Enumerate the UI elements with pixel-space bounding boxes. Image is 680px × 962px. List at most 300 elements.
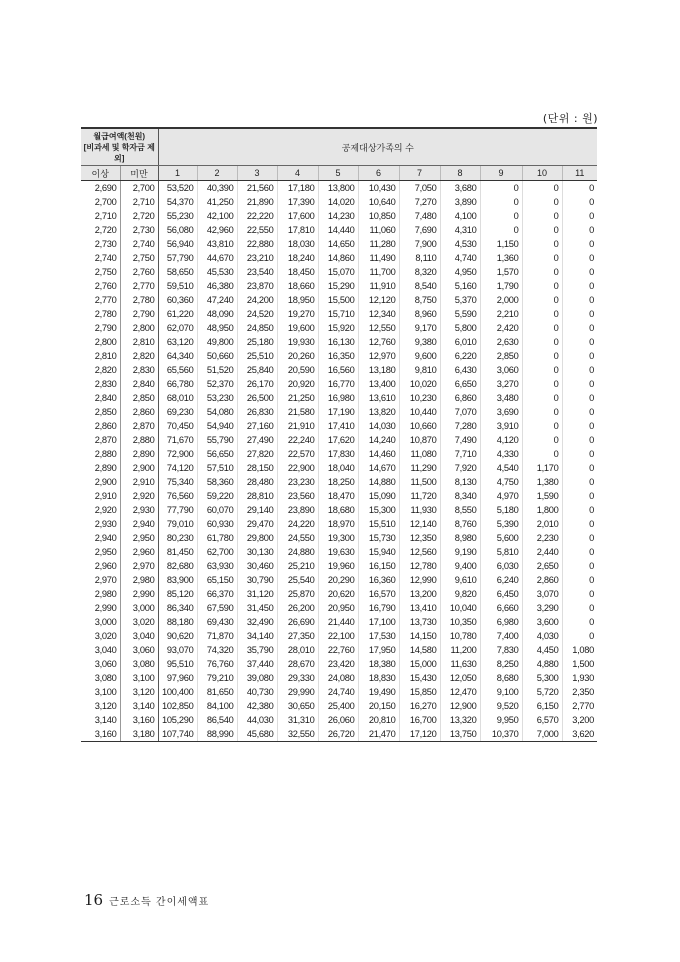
cell-tax-family-8: 11,200: [440, 643, 480, 657]
cell-tax-family-10: 4,880: [522, 657, 562, 671]
salary-header: [81, 128, 158, 166]
salary-header-line2: [비과세 및 학자금 제외]: [83, 142, 155, 163]
cell-tax-family-4: 25,210: [277, 559, 318, 573]
min-column-header: 이상: [81, 166, 120, 181]
cell-tax-family-2: 67,590: [197, 601, 237, 615]
cell-tax-family-6: 10,850: [358, 209, 399, 223]
cell-tax-family-5: 15,070: [318, 265, 358, 279]
table-row: [81, 461, 597, 475]
cell-tax-family-3: 28,480: [237, 475, 277, 489]
cell-tax-family-11: 0: [589, 449, 595, 459]
cell-tax-family-5: 16,350: [318, 349, 358, 363]
cell-min-salary: 2,950: [81, 545, 120, 559]
cell-tax-family-4: 20,260: [277, 349, 318, 363]
cell-tax-family-3: 25,510: [237, 349, 277, 363]
cell-tax-family-5: 14,860: [318, 251, 358, 265]
cell-tax-family-2: 62,700: [197, 545, 237, 559]
cell-tax-family-3: 32,490: [237, 615, 277, 629]
cell-tax-family-10: 0: [522, 237, 562, 251]
cell-max-salary: 2,770: [120, 279, 158, 293]
cell-min-salary: 2,870: [81, 433, 120, 447]
cell-tax-family-4: 19,600: [277, 321, 318, 335]
cell-min-salary: 2,780: [81, 307, 120, 321]
cell-tax-family-10: 0: [522, 363, 562, 377]
cell-tax-family-9: 1,360: [480, 251, 522, 265]
cell-tax-family-7: 16,700: [399, 713, 440, 727]
cell-tax-family-11: 1,500: [572, 659, 595, 669]
cell-tax-family-2: 88,990: [197, 727, 237, 742]
tax-table-container: [81, 127, 597, 742]
cell-tax-family-3: 26,170: [237, 377, 277, 391]
cell-tax-family-11: 0: [589, 365, 595, 375]
cell-tax-family-10: 2,230: [522, 531, 562, 545]
cell-tax-family-8: 6,010: [440, 335, 480, 349]
cell-tax-family-3: 30,790: [237, 573, 277, 587]
unit-label: (단위 : 원): [542, 112, 598, 125]
cell-max-salary: 3,060: [120, 643, 158, 657]
cell-tax-family-7: 9,600: [399, 349, 440, 363]
cell-tax-family-1: 56,080: [158, 223, 197, 237]
table-row: [81, 251, 597, 265]
table-row: [81, 279, 597, 293]
cell-tax-family-1: 75,340: [158, 475, 197, 489]
cell-tax-family-7: 9,170: [399, 321, 440, 335]
cell-tax-family-4: 22,900: [277, 461, 318, 475]
cell-min-salary: 2,850: [81, 405, 120, 419]
cell-tax-family-5: 16,560: [318, 363, 358, 377]
cell-tax-family-2: 63,930: [197, 559, 237, 573]
cell-min-salary: 2,940: [81, 531, 120, 545]
cell-tax-family-1: 57,790: [158, 251, 197, 265]
cell-tax-family-11: 0: [589, 491, 595, 501]
cell-tax-family-11: 0: [589, 351, 595, 361]
table-row: [81, 447, 597, 461]
cell-tax-family-4: 18,660: [277, 279, 318, 293]
cell-tax-family-8: 10,040: [440, 601, 480, 615]
cell-tax-family-2: 79,210: [197, 671, 237, 685]
cell-tax-family-9: 7,830: [480, 643, 522, 657]
family-count-header: 공제대상가족의 수: [158, 128, 597, 166]
cell-tax-family-6: 16,790: [358, 601, 399, 615]
cell-tax-family-9: 10,370: [480, 727, 522, 742]
cell-min-salary: 2,800: [81, 335, 120, 349]
cell-tax-family-9: 5,600: [480, 531, 522, 545]
cell-tax-family-3: 39,080: [237, 671, 277, 685]
cell-tax-family-2: 76,760: [197, 657, 237, 671]
cell-tax-family-5: 25,400: [318, 699, 358, 713]
cell-tax-family-7: 9,380: [399, 335, 440, 349]
cell-tax-family-6: 12,550: [358, 321, 399, 335]
max-column-header: 미만: [120, 166, 158, 181]
cell-tax-family-9: 8,680: [480, 671, 522, 685]
cell-min-salary: 2,690: [81, 181, 120, 196]
cell-tax-family-4: 23,560: [277, 489, 318, 503]
cell-tax-family-11: 0: [589, 603, 595, 613]
cell-tax-family-8: 5,800: [440, 321, 480, 335]
cell-tax-family-3: 27,820: [237, 447, 277, 461]
table-row: [81, 349, 597, 363]
cell-tax-family-5: 17,830: [318, 447, 358, 461]
cell-tax-family-7: 15,850: [399, 685, 440, 699]
cell-tax-family-10: 6,150: [522, 699, 562, 713]
cell-tax-family-8: 9,190: [440, 545, 480, 559]
cell-tax-family-1: 63,120: [158, 335, 197, 349]
cell-tax-family-5: 26,720: [318, 727, 358, 742]
cell-tax-family-5: 18,680: [318, 503, 358, 517]
page-number: 16: [84, 891, 104, 909]
cell-tax-family-2: 52,370: [197, 377, 237, 391]
cell-tax-family-4: 25,870: [277, 587, 318, 601]
cell-tax-family-11: 0: [589, 379, 595, 389]
cell-max-salary: 3,000: [120, 601, 158, 615]
cell-min-salary: 2,930: [81, 517, 120, 531]
cell-max-salary: 3,040: [120, 629, 158, 643]
cell-tax-family-2: 65,150: [197, 573, 237, 587]
cell-tax-family-3: 22,880: [237, 237, 277, 251]
table-row: [81, 545, 597, 559]
cell-tax-family-1: 85,120: [158, 587, 197, 601]
cell-tax-family-1: 77,790: [158, 503, 197, 517]
cell-tax-family-11: 3,620: [562, 727, 597, 742]
cell-tax-family-10: 7,000: [522, 727, 562, 742]
cell-min-salary: 3,120: [81, 699, 120, 713]
table-row: [81, 419, 597, 433]
cell-max-salary: 2,800: [120, 321, 158, 335]
cell-tax-family-4: 29,330: [277, 671, 318, 685]
cell-tax-family-2: 86,540: [197, 713, 237, 727]
cell-tax-family-8: 10,350: [440, 615, 480, 629]
cell-tax-family-10: 0: [522, 293, 562, 307]
cell-tax-family-7: 15,430: [399, 671, 440, 685]
cell-tax-family-11: 0: [589, 477, 595, 487]
cell-tax-family-3: 22,220: [237, 209, 277, 223]
cell-tax-family-7: 11,290: [399, 461, 440, 475]
cell-tax-family-11: 0: [589, 505, 595, 515]
table-row: [81, 629, 597, 643]
cell-tax-family-11: 0: [589, 337, 595, 347]
cell-tax-family-10: 0: [522, 279, 562, 293]
cell-tax-family-9: 0: [480, 195, 522, 209]
cell-tax-family-11: 0: [589, 631, 595, 641]
cell-tax-family-8: 6,860: [440, 391, 480, 405]
cell-tax-family-2: 51,520: [197, 363, 237, 377]
cell-tax-family-2: 71,870: [197, 629, 237, 643]
cell-tax-family-2: 57,510: [197, 461, 237, 475]
cell-tax-family-6: 19,490: [358, 685, 399, 699]
cell-tax-family-3: 22,550: [237, 223, 277, 237]
cell-max-salary: 3,080: [120, 657, 158, 671]
cell-tax-family-1: 97,960: [158, 671, 197, 685]
cell-tax-family-4: 19,930: [277, 335, 318, 349]
cell-min-salary: 2,740: [81, 251, 120, 265]
cell-tax-family-5: 20,950: [318, 601, 358, 615]
cell-tax-family-11: 0: [589, 267, 595, 277]
cell-tax-family-10: 2,440: [522, 545, 562, 559]
cell-tax-family-6: 11,280: [358, 237, 399, 251]
cell-max-salary: 2,910: [120, 475, 158, 489]
cell-tax-family-11: 1,080: [572, 645, 595, 655]
cell-tax-family-1: 107,740: [158, 727, 197, 742]
cell-tax-family-5: 19,960: [318, 559, 358, 573]
cell-tax-family-5: 20,290: [318, 573, 358, 587]
cell-tax-family-11: 0: [589, 323, 595, 333]
cell-tax-family-1: 79,010: [158, 517, 197, 531]
cell-tax-family-10: 1,800: [522, 503, 562, 517]
cell-tax-family-7: 14,150: [399, 629, 440, 643]
cell-tax-family-6: 14,240: [358, 433, 399, 447]
cell-min-salary: 3,160: [81, 727, 120, 742]
cell-tax-family-6: 14,670: [358, 461, 399, 475]
cell-min-salary: 2,910: [81, 489, 120, 503]
cell-tax-family-6: 14,880: [358, 475, 399, 489]
cell-tax-family-6: 11,700: [358, 265, 399, 279]
cell-max-salary: 2,790: [120, 307, 158, 321]
cell-tax-family-6: 20,810: [358, 713, 399, 727]
cell-tax-family-9: 5,810: [480, 545, 522, 559]
cell-tax-family-9: 2,210: [480, 307, 522, 321]
table-row: [81, 573, 597, 587]
cell-min-salary: 2,710: [81, 209, 120, 223]
cell-tax-family-2: 54,940: [197, 419, 237, 433]
cell-tax-family-6: 13,180: [358, 363, 399, 377]
cell-tax-family-2: 84,100: [197, 699, 237, 713]
cell-tax-family-5: 13,800: [318, 181, 358, 196]
cell-tax-family-7: 7,050: [399, 181, 440, 196]
table-header: [81, 128, 597, 181]
cell-max-salary: 2,760: [120, 265, 158, 279]
cell-tax-family-3: 27,160: [237, 419, 277, 433]
cell-tax-family-3: 44,030: [237, 713, 277, 727]
cell-tax-family-11: 0: [589, 589, 595, 599]
cell-tax-family-1: 82,680: [158, 559, 197, 573]
cell-tax-family-11: 0: [589, 211, 595, 221]
cell-min-salary: 2,790: [81, 321, 120, 335]
cell-tax-family-8: 7,070: [440, 405, 480, 419]
cell-tax-family-7: 10,020: [399, 377, 440, 391]
cell-tax-family-10: 3,070: [522, 587, 562, 601]
cell-tax-family-5: 15,710: [318, 307, 358, 321]
cell-tax-family-1: 59,510: [158, 279, 197, 293]
cell-tax-family-3: 23,540: [237, 265, 277, 279]
cell-max-salary: 2,850: [120, 391, 158, 405]
cell-tax-family-11: 0: [589, 295, 595, 305]
cell-tax-family-11: 0: [589, 533, 595, 543]
cell-tax-family-8: 13,750: [440, 727, 480, 742]
cell-tax-family-9: 0: [480, 223, 522, 237]
cell-tax-family-2: 50,660: [197, 349, 237, 363]
cell-tax-family-10: 0: [522, 335, 562, 349]
cell-tax-family-6: 10,640: [358, 195, 399, 209]
cell-tax-family-2: 46,380: [197, 279, 237, 293]
cell-tax-family-7: 8,320: [399, 265, 440, 279]
table-row: [81, 699, 597, 713]
cell-tax-family-9: 3,690: [480, 405, 522, 419]
cell-max-salary: 2,750: [120, 251, 158, 265]
cell-tax-family-2: 61,780: [197, 531, 237, 545]
cell-tax-family-8: 10,780: [440, 629, 480, 643]
cell-tax-family-4: 32,550: [277, 727, 318, 742]
cell-tax-family-8: 3,890: [440, 195, 480, 209]
cell-min-salary: 2,830: [81, 377, 120, 391]
cell-tax-family-4: 18,450: [277, 265, 318, 279]
cell-tax-family-6: 16,150: [358, 559, 399, 573]
salary-header-line1: 월급여액(천원): [93, 131, 146, 141]
cell-max-salary: 2,970: [120, 559, 158, 573]
cell-tax-family-11: 0: [589, 183, 595, 193]
cell-tax-family-1: 74,120: [158, 461, 197, 475]
cell-max-salary: 2,860: [120, 405, 158, 419]
cell-tax-family-4: 23,890: [277, 503, 318, 517]
cell-tax-family-8: 8,760: [440, 517, 480, 531]
cell-tax-family-6: 16,360: [358, 573, 399, 587]
cell-tax-family-2: 43,810: [197, 237, 237, 251]
cell-min-salary: 3,020: [81, 629, 120, 643]
cell-tax-family-4: 26,690: [277, 615, 318, 629]
cell-max-salary: 2,710: [120, 195, 158, 209]
cell-tax-family-6: 12,120: [358, 293, 399, 307]
cell-tax-family-3: 25,840: [237, 363, 277, 377]
cell-tax-family-11: 0: [589, 575, 595, 585]
cell-tax-family-5: 18,970: [318, 517, 358, 531]
cell-tax-family-11: 0: [589, 547, 595, 557]
cell-tax-family-6: 15,300: [358, 503, 399, 517]
cell-tax-family-3: 30,460: [237, 559, 277, 573]
cell-tax-family-10: 5,720: [522, 685, 562, 699]
cell-tax-family-3: 28,150: [237, 461, 277, 475]
cell-tax-family-9: 7,400: [480, 629, 522, 643]
table-row: [81, 209, 597, 223]
cell-tax-family-2: 47,240: [197, 293, 237, 307]
cell-tax-family-1: 90,620: [158, 629, 197, 643]
cell-tax-family-9: 3,270: [480, 377, 522, 391]
table-row: [81, 321, 597, 335]
cell-tax-family-8: 7,920: [440, 461, 480, 475]
cell-tax-family-11: 0: [589, 309, 595, 319]
cell-min-salary: 2,880: [81, 447, 120, 461]
cell-tax-family-8: 11,630: [440, 657, 480, 671]
cell-tax-family-10: 0: [522, 181, 562, 196]
cell-tax-family-4: 24,220: [277, 517, 318, 531]
cell-min-salary: 2,700: [81, 195, 120, 209]
cell-tax-family-3: 31,120: [237, 587, 277, 601]
cell-tax-family-8: 5,590: [440, 307, 480, 321]
cell-tax-family-10: 3,290: [522, 601, 562, 615]
cell-min-salary: 2,980: [81, 587, 120, 601]
table-row: [81, 559, 597, 573]
cell-tax-family-7: 12,560: [399, 545, 440, 559]
cell-tax-family-2: 48,090: [197, 307, 237, 321]
cell-tax-family-4: 26,200: [277, 601, 318, 615]
cell-max-salary: 2,870: [120, 419, 158, 433]
table-row: [81, 181, 597, 196]
cell-tax-family-4: 31,310: [277, 713, 318, 727]
cell-tax-family-10: 0: [522, 195, 562, 209]
cell-tax-family-2: 45,530: [197, 265, 237, 279]
cell-min-salary: 2,750: [81, 265, 120, 279]
table-row: [81, 223, 597, 237]
cell-tax-family-11: 0: [589, 561, 595, 571]
table-row: [81, 727, 597, 742]
cell-tax-family-1: 65,560: [158, 363, 197, 377]
cell-tax-family-3: 23,210: [237, 251, 277, 265]
table-row: [81, 307, 597, 321]
cell-tax-family-2: 44,670: [197, 251, 237, 265]
cell-tax-family-6: 10,430: [358, 181, 399, 196]
cell-tax-family-1: 64,340: [158, 349, 197, 363]
cell-tax-family-5: 17,190: [318, 405, 358, 419]
cell-tax-family-11: 0: [589, 407, 595, 417]
cell-tax-family-10: 1,380: [522, 475, 562, 489]
cell-tax-family-10: 0: [522, 391, 562, 405]
family-col-7: 7: [399, 166, 440, 181]
cell-tax-family-9: 2,000: [480, 293, 522, 307]
cell-tax-family-5: 15,920: [318, 321, 358, 335]
cell-tax-family-5: 17,410: [318, 419, 358, 433]
cell-tax-family-3: 29,470: [237, 517, 277, 531]
cell-tax-family-6: 17,100: [358, 615, 399, 629]
cell-tax-family-9: 2,850: [480, 349, 522, 363]
cell-max-salary: 3,100: [120, 671, 158, 685]
family-col-3: 3: [237, 166, 277, 181]
cell-tax-family-1: 69,230: [158, 405, 197, 419]
table-row: [81, 531, 597, 545]
cell-max-salary: 2,980: [120, 573, 158, 587]
cell-tax-family-5: 21,440: [318, 615, 358, 629]
cell-tax-family-9: 2,420: [480, 321, 522, 335]
cell-min-salary: 3,040: [81, 643, 120, 657]
cell-max-salary: 2,720: [120, 209, 158, 223]
cell-tax-family-7: 8,110: [399, 251, 440, 265]
cell-tax-family-9: 6,980: [480, 615, 522, 629]
cell-tax-family-2: 58,360: [197, 475, 237, 489]
cell-max-salary: 2,880: [120, 433, 158, 447]
cell-tax-family-7: 7,480: [399, 209, 440, 223]
cell-tax-family-5: 20,620: [318, 587, 358, 601]
cell-tax-family-1: 53,520: [158, 181, 197, 196]
cell-tax-family-5: 14,230: [318, 209, 358, 223]
cell-tax-family-1: 83,900: [158, 573, 197, 587]
cell-tax-family-10: 1,590: [522, 489, 562, 503]
cell-tax-family-9: 5,180: [480, 503, 522, 517]
cell-tax-family-3: 35,790: [237, 643, 277, 657]
cell-tax-family-11: 0: [589, 225, 595, 235]
cell-tax-family-2: 42,100: [197, 209, 237, 223]
cell-min-salary: 2,860: [81, 419, 120, 433]
cell-tax-family-3: 31,450: [237, 601, 277, 615]
cell-max-salary: 2,930: [120, 503, 158, 517]
table-row: [81, 713, 597, 727]
cell-tax-family-6: 13,610: [358, 391, 399, 405]
cell-tax-family-9: 6,240: [480, 573, 522, 587]
table-row: [81, 601, 597, 615]
cell-tax-family-4: 21,580: [277, 405, 318, 419]
cell-tax-family-5: 14,440: [318, 223, 358, 237]
cell-tax-family-8: 6,430: [440, 363, 480, 377]
cell-tax-family-4: 17,390: [277, 195, 318, 209]
table-row: [81, 363, 597, 377]
cell-tax-family-5: 18,470: [318, 489, 358, 503]
cell-max-salary: 3,180: [120, 727, 158, 742]
cell-tax-family-9: 0: [480, 181, 522, 196]
table-row: [81, 671, 597, 685]
cell-max-salary: 2,960: [120, 545, 158, 559]
cell-tax-family-6: 16,570: [358, 587, 399, 601]
cell-tax-family-1: 56,940: [158, 237, 197, 251]
cell-min-salary: 2,900: [81, 475, 120, 489]
cell-tax-family-1: 70,450: [158, 419, 197, 433]
cell-tax-family-9: 6,660: [480, 601, 522, 615]
cell-tax-family-7: 11,930: [399, 503, 440, 517]
